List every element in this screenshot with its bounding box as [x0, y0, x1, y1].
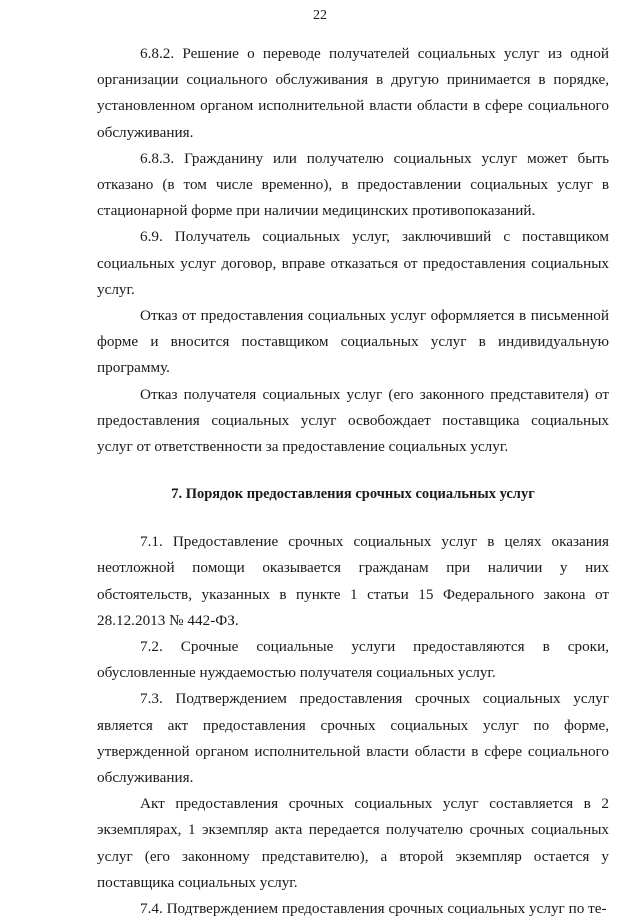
- paragraph-6-9: 6.9. Получатель социальных услуг, заключивший с поставщиком социальных услуг договор, вправе отказаться от предоставления социальных услуг.: [97, 228, 609, 298]
- paragraph-refusal-release: Отказ получателя социальных услуг (его законного представителя) от предоставления социальных услуг освобождает поставщика социальных услуг от ответственности за предоставление социальных услуг.: [97, 385, 609, 456]
- paragraph-7-4: 7.4. Подтверждением предоставления срочных социальных услуг по те-: [140, 900, 607, 918]
- paragraph-6-8-2: 6.8.2. Решение о переводе получателей социальных услуг из одной организации социального обслуживания в другую принимается в порядке, установленном органом исполнительной власти области в сфере социального обслуживания.: [97, 45, 609, 141]
- paragraph-act-copies: Акт предоставления срочных социальных услуг составляется в 2 экземплярах, 1 экземпляр акта передается получателю срочных социальных услуг (его законному представителю), а второй экземпляр остается у поставщика социальных услуг.: [97, 795, 609, 891]
- paragraph-refusal-form: Отказ от предоставления социальных услуг оформляется в письменной форме и вносится поставщиком социальных услуг в индивидуальную программу.: [97, 307, 609, 377]
- paragraph-7-2: 7.2. Срочные социальные услуги предоставляются в сроки, обусловленные нуждаемостью получателя социальных услуг.: [97, 638, 609, 682]
- paragraph-7-1: 7.1. Предоставление срочных социальных услуг в целях оказания неотложной помощи оказывается гражданам при наличии у них обстоятельств, указанных в пункте 1 статьи 15 Федерального закона от 28.12.2013 № 442-ФЗ.: [97, 533, 609, 629]
- page-number: 22: [313, 8, 327, 23]
- document-body: [97, 41, 609, 922]
- paragraph-6-8-3: 6.8.3. Гражданину или получателю социальных услуг может быть отказано (в том числе временно), в предоставлении социальных услуг в стационарной форме при наличии медицинских противопоказаний.: [97, 149, 609, 220]
- section-heading: 7. Порядок предоставления срочных социальных услуг: [171, 486, 535, 503]
- paragraph-7-3: 7.3. Подтверждением предоставления срочных социальных услуг является акт предоставления срочных социальных услуг по форме, утвержденной органом исполнительной власти области в сфере социального обслуживания.: [97, 690, 609, 787]
